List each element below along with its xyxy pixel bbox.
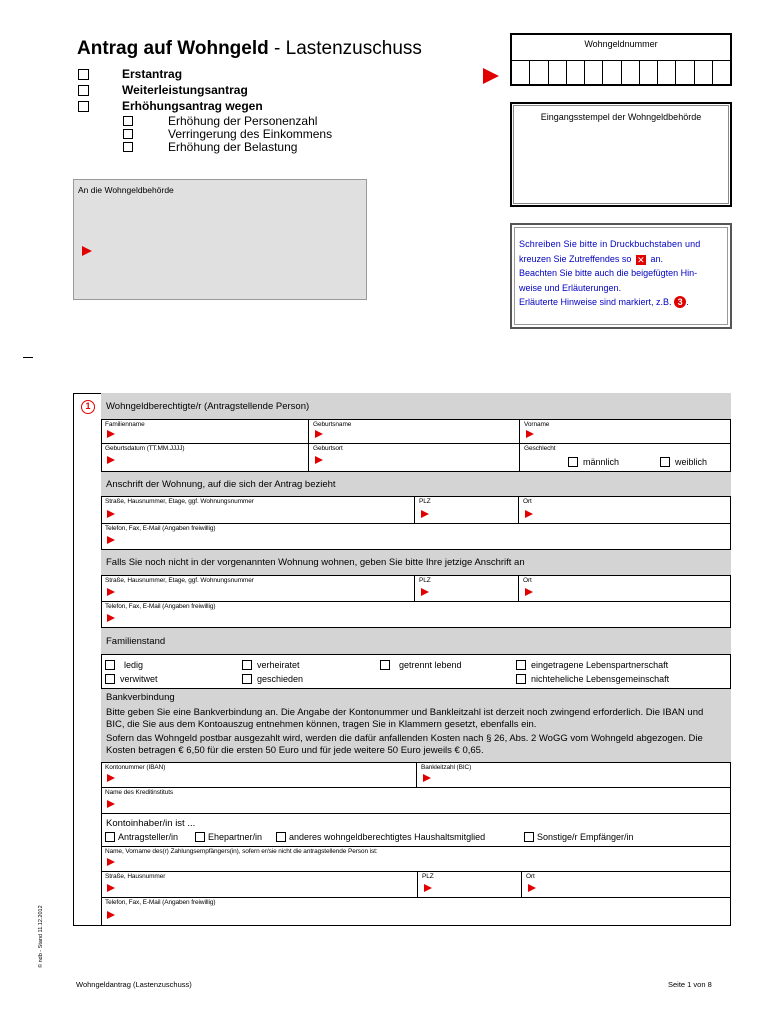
option-verheiratet[interactable]: [242, 660, 300, 670]
strasse-field[interactable]: [101, 576, 414, 601]
wohngeldnummer-cells[interactable]: [512, 60, 730, 84]
hint-number-icon: 3: [674, 296, 686, 308]
footer-right: Seite 1 von 8: [668, 980, 712, 989]
option-erstantrag[interactable]: [78, 66, 263, 82]
wohngeldnummer-digit-cell[interactable]: [657, 61, 675, 84]
row-names: [101, 419, 731, 443]
hint-line: Schreiben Sie bitte in Druckbuchstaben und: [519, 239, 701, 249]
option-getrennt[interactable]: [380, 660, 462, 670]
field-label: Geburtsort: [313, 445, 343, 452]
option-label: ledig: [124, 660, 144, 670]
eingangsstempel-label: Eingangsstempel der Wohngeldbehörde: [540, 112, 702, 122]
row-address-current: [101, 575, 731, 601]
arrow-icon: [82, 246, 92, 256]
option-label: nichteheliche Lebensgemeinschaft: [531, 674, 670, 684]
geburtsname-field[interactable]: [308, 420, 519, 443]
option-label: geschieden: [257, 674, 304, 684]
field-label: Geburtsdatum (TT.MM.JJJJ): [105, 445, 185, 452]
hint-text: an.: [650, 253, 663, 264]
arrow-icon: [107, 536, 115, 544]
field-label: Geburtsname: [313, 421, 352, 428]
option-antragsteller[interactable]: [105, 832, 178, 842]
erhoehung-suboptions: [123, 114, 332, 153]
option-label: eingetragene Lebenspartnerschaft: [531, 660, 669, 670]
option-eingetragen[interactable]: [516, 660, 668, 670]
checkbox[interactable]: [524, 832, 534, 842]
vorname-field[interactable]: [519, 420, 731, 443]
arrow-icon: [107, 510, 115, 518]
anschrift-title: [101, 471, 731, 496]
crossed-checkbox-icon: ✕: [637, 254, 645, 265]
arrow-icon: [525, 588, 533, 596]
option-weiterleistungsantrag[interactable]: [78, 82, 263, 98]
field-label: Telefon, Fax, E-Mail (Angaben freiwillig): [105, 899, 216, 906]
section-title: [101, 393, 731, 419]
row-telefon[interactable]: [101, 523, 731, 549]
geschlecht-field: [519, 444, 731, 471]
geburtsort-field[interactable]: [308, 444, 519, 471]
option-label: Ehepartner/in: [208, 832, 263, 842]
field-label: Ort: [523, 498, 532, 505]
familienstand-options: [101, 654, 731, 688]
arrow-icon: [421, 588, 429, 596]
eingangsstempel-box: [510, 102, 732, 207]
field-label: PLZ: [422, 873, 434, 880]
arrow-icon: [315, 430, 323, 438]
option-label: Weiterleistungsantrag: [122, 83, 248, 97]
option-label: männlich: [583, 457, 620, 467]
option-geschieden[interactable]: [242, 674, 303, 684]
suboption-label: Verringerung des Einkommens: [168, 126, 333, 141]
option-label: Antragsteller/in: [118, 832, 179, 842]
field-label: Vorname: [524, 421, 550, 428]
checkbox[interactable]: [568, 457, 578, 467]
checkbox[interactable]: [105, 674, 115, 684]
plz-field[interactable]: [414, 576, 518, 601]
antrag-options: [78, 66, 263, 114]
plz-field[interactable]: [414, 497, 518, 523]
checkbox[interactable]: [105, 832, 115, 842]
checkbox[interactable]: [78, 101, 89, 112]
option-weiblich[interactable]: [660, 457, 707, 467]
option-ledig[interactable]: [105, 660, 143, 670]
arrow-icon: [423, 774, 431, 782]
checkbox[interactable]: [195, 832, 205, 842]
field-label: Name, Vorname des(r) Zahlungsempfängers(in), sofern er/sie nicht die antragstellende Person ist:: [105, 848, 378, 855]
option-verwitwet[interactable]: [105, 674, 158, 684]
checkbox[interactable]: [660, 457, 670, 467]
suboption-label: Erhöhung der Belastung: [168, 139, 298, 154]
arrow-icon: [424, 884, 432, 892]
hint-line-checkbox: [519, 252, 724, 267]
ort-field[interactable]: [521, 872, 731, 897]
arrow-icon: [107, 800, 115, 808]
bank-text: Bitte geben Sie eine Bankverbindung an. Die Angabe der Kontonummer und Bankleitzahl ist derzeit noch zwingend erforderlich. Die IBAN und BIC, die Sie aus dem Kontoauszug entnehmen können, tragen Sie in Klammern gesetzt, ebenfalls ein.: [106, 707, 704, 730]
wohngeldnummer-digit-cell[interactable]: [584, 61, 602, 84]
strasse-field[interactable]: [101, 872, 417, 897]
checkbox[interactable]: [380, 660, 390, 670]
suboption-label: Erhöhung der Personenzahl: [168, 113, 318, 128]
option-erhoehungsantrag[interactable]: [78, 98, 263, 114]
familienname-field[interactable]: [101, 420, 308, 443]
bankleitzahl-field[interactable]: [416, 763, 731, 787]
field-label: Kontonummer (IBAN): [105, 764, 166, 771]
checkbox[interactable]: [105, 660, 115, 670]
arrow-icon: [483, 68, 499, 84]
field-label: Familienname: [105, 421, 145, 428]
title-bold: Antrag auf Wohngeld: [77, 38, 269, 59]
arrow-icon: [421, 510, 429, 518]
option-sonstige[interactable]: [524, 832, 634, 842]
suboption-belastung[interactable]: [123, 140, 332, 153]
page-title: [77, 38, 422, 60]
field-label: Geschlecht: [524, 445, 556, 452]
field-label: Bankleitzahl (BIC): [421, 764, 472, 771]
arrow-icon: [525, 510, 533, 518]
checkbox[interactable]: [123, 129, 133, 139]
row-address: [101, 496, 731, 523]
geburtsdatum-field[interactable]: [101, 444, 308, 471]
bank-info: [101, 688, 731, 762]
arrow-icon: [107, 614, 115, 622]
row-telefon-current[interactable]: [101, 601, 731, 627]
arrow-icon: [107, 456, 115, 464]
wohngeldnummer-digit-cell[interactable]: [712, 61, 730, 84]
checkbox[interactable]: [242, 660, 252, 670]
wohngeldnummer-box: [510, 33, 732, 86]
row-empfaenger-address: [101, 871, 731, 897]
field-label: Straße, Hausnummer, Etage, ggf. Wohnungsnummer: [105, 577, 254, 584]
hint-line: weise und Erläuterungen.: [519, 282, 622, 293]
arrow-icon: [107, 430, 115, 438]
hint-text: Erläuterte Hinweise sind markiert, z.B.: [519, 297, 672, 307]
field-label: Name des Kreditinstituts: [105, 789, 174, 796]
wohngeldnummer-digit-cell[interactable]: [548, 61, 566, 84]
option-label: weiblich: [675, 457, 708, 467]
option-nichtehelich[interactable]: [516, 674, 669, 684]
checkbox[interactable]: [78, 69, 89, 80]
option-ehepartner[interactable]: [195, 832, 262, 842]
arrow-icon: [107, 774, 115, 782]
wohngeldnummer-digit-cell[interactable]: [602, 61, 620, 84]
kontonummer-field[interactable]: [101, 763, 416, 787]
checkbox[interactable]: [516, 674, 526, 684]
checkbox[interactable]: [123, 116, 133, 126]
wohngeldnummer-digit-cell[interactable]: [529, 61, 547, 84]
falls-title: [101, 549, 731, 575]
footer-left: Wohngeldantrag (Lastenzuschuss): [76, 980, 192, 989]
checkbox[interactable]: [242, 674, 252, 684]
wohngeldnummer-digit-cell[interactable]: [694, 61, 712, 84]
suboption-personenzahl[interactable]: [123, 114, 332, 127]
margin-mark: [23, 357, 33, 358]
arrow-icon: [526, 430, 534, 438]
field-label: Straße, Hausnummer, Etage, ggf. Wohnungsnummer: [105, 498, 254, 505]
section-subtitle: Familienstand: [106, 635, 166, 647]
checkbox[interactable]: [123, 142, 133, 152]
section-number-icon: 1: [81, 400, 95, 414]
wohngeldnummer-digit-cell[interactable]: [512, 61, 529, 84]
field-label: Telefon, Fax, E-Mail (Angaben freiwillig): [105, 603, 216, 610]
option-anderes[interactable]: [276, 832, 485, 842]
wohngeldnummer-digit-cell[interactable]: [566, 61, 584, 84]
section-title-text: Wohngeldberechtigte/r (Antragstellende Person): [106, 400, 310, 412]
hint-box: [510, 223, 732, 329]
wohngeldnummer-digit-cell[interactable]: [675, 61, 693, 84]
hint-line: Beachten Sie bitte auch die beigefügten Hin-: [519, 268, 698, 278]
section-subtitle: Bankverbindung: [106, 692, 175, 703]
option-label: verwitwet: [120, 674, 158, 684]
row-konto: [101, 762, 731, 787]
arrow-icon: [107, 884, 115, 892]
row-empfaenger-name[interactable]: [101, 846, 731, 871]
wohngeldnummer-label: Wohngeldnummer: [584, 39, 658, 49]
strasse-field[interactable]: [101, 497, 414, 523]
field-label: Ort: [526, 873, 535, 880]
arrow-icon: [107, 858, 115, 866]
field-label: Straße, Hausnummer: [105, 873, 166, 880]
title-normal: Lastenzuschuss: [285, 38, 422, 59]
field-label: PLZ: [419, 577, 431, 584]
row-kreditinstitut[interactable]: [101, 787, 731, 813]
ort-field[interactable]: [518, 497, 731, 523]
kontoinhaber-row: [101, 813, 731, 846]
option-label: Sonstige/r Empfänger/in: [537, 832, 634, 842]
side-copyright: © ndb - Stand 11.12.2012: [38, 905, 44, 968]
section-subtitle: Falls Sie noch nicht in der vorgenannten Wohnung wohnen, geben Sie bitte Ihre jetzige Anschrift an: [106, 557, 525, 568]
section-subtitle: Kontoinhaber/in ist ...: [106, 818, 196, 829]
option-label: Erhöhungsantrag wegen: [122, 99, 263, 113]
field-label: Telefon, Fax, E-Mail (Angaben freiwillig): [105, 525, 216, 532]
option-label: Erstantrag: [122, 67, 183, 81]
suboption-einkommen[interactable]: [123, 127, 332, 140]
field-label: Ort: [523, 577, 532, 584]
behoerde-label: An die Wohngeldbehörde: [78, 185, 174, 195]
option-label: getrennt lebend: [399, 660, 462, 670]
checkbox[interactable]: [276, 832, 286, 842]
field-label: PLZ: [419, 498, 431, 505]
checkbox[interactable]: [516, 660, 526, 670]
wohngeldnummer-digit-cell[interactable]: [639, 61, 657, 84]
behoerde-box[interactable]: [73, 179, 367, 300]
arrow-icon: [315, 456, 323, 464]
section-number-column: [74, 394, 102, 925]
option-maennlich[interactable]: [568, 457, 619, 467]
bank-text: Sofern das Wohngeld postbar ausgezahlt wird, werden die dafür anfallenden Kosten nach § 26, Abs. 2 WoGG vom Wohngeld abgezogen. Die Kosten betragen € 6,50 für die ersten 50 Euro und für jede weitere 50 Euro jeweils € 0,65.: [106, 733, 703, 756]
plz-field[interactable]: [417, 872, 521, 897]
option-label: anderes wohngeldberechtigtes Haushaltsmitglied: [289, 832, 486, 842]
wohngeldnummer-digit-cell[interactable]: [621, 61, 639, 84]
ort-field[interactable]: [518, 576, 731, 601]
hint-text: kreuzen Sie Zutreffendes so: [519, 253, 632, 264]
checkbox[interactable]: [78, 85, 89, 96]
row-empfaenger-telefon[interactable]: [101, 897, 731, 926]
title-separator: -: [268, 38, 286, 59]
option-label: verheiratet: [257, 660, 300, 670]
arrow-icon: [107, 911, 115, 919]
row-birth: [101, 443, 731, 471]
arrow-icon: [528, 884, 536, 892]
hint-line-example: [519, 295, 724, 310]
section-subtitle: Anschrift der Wohnung, auf die sich der Antrag bezieht: [106, 478, 336, 490]
hint-text: .: [686, 297, 689, 307]
familienstand-title: [101, 627, 731, 654]
arrow-icon: [107, 588, 115, 596]
